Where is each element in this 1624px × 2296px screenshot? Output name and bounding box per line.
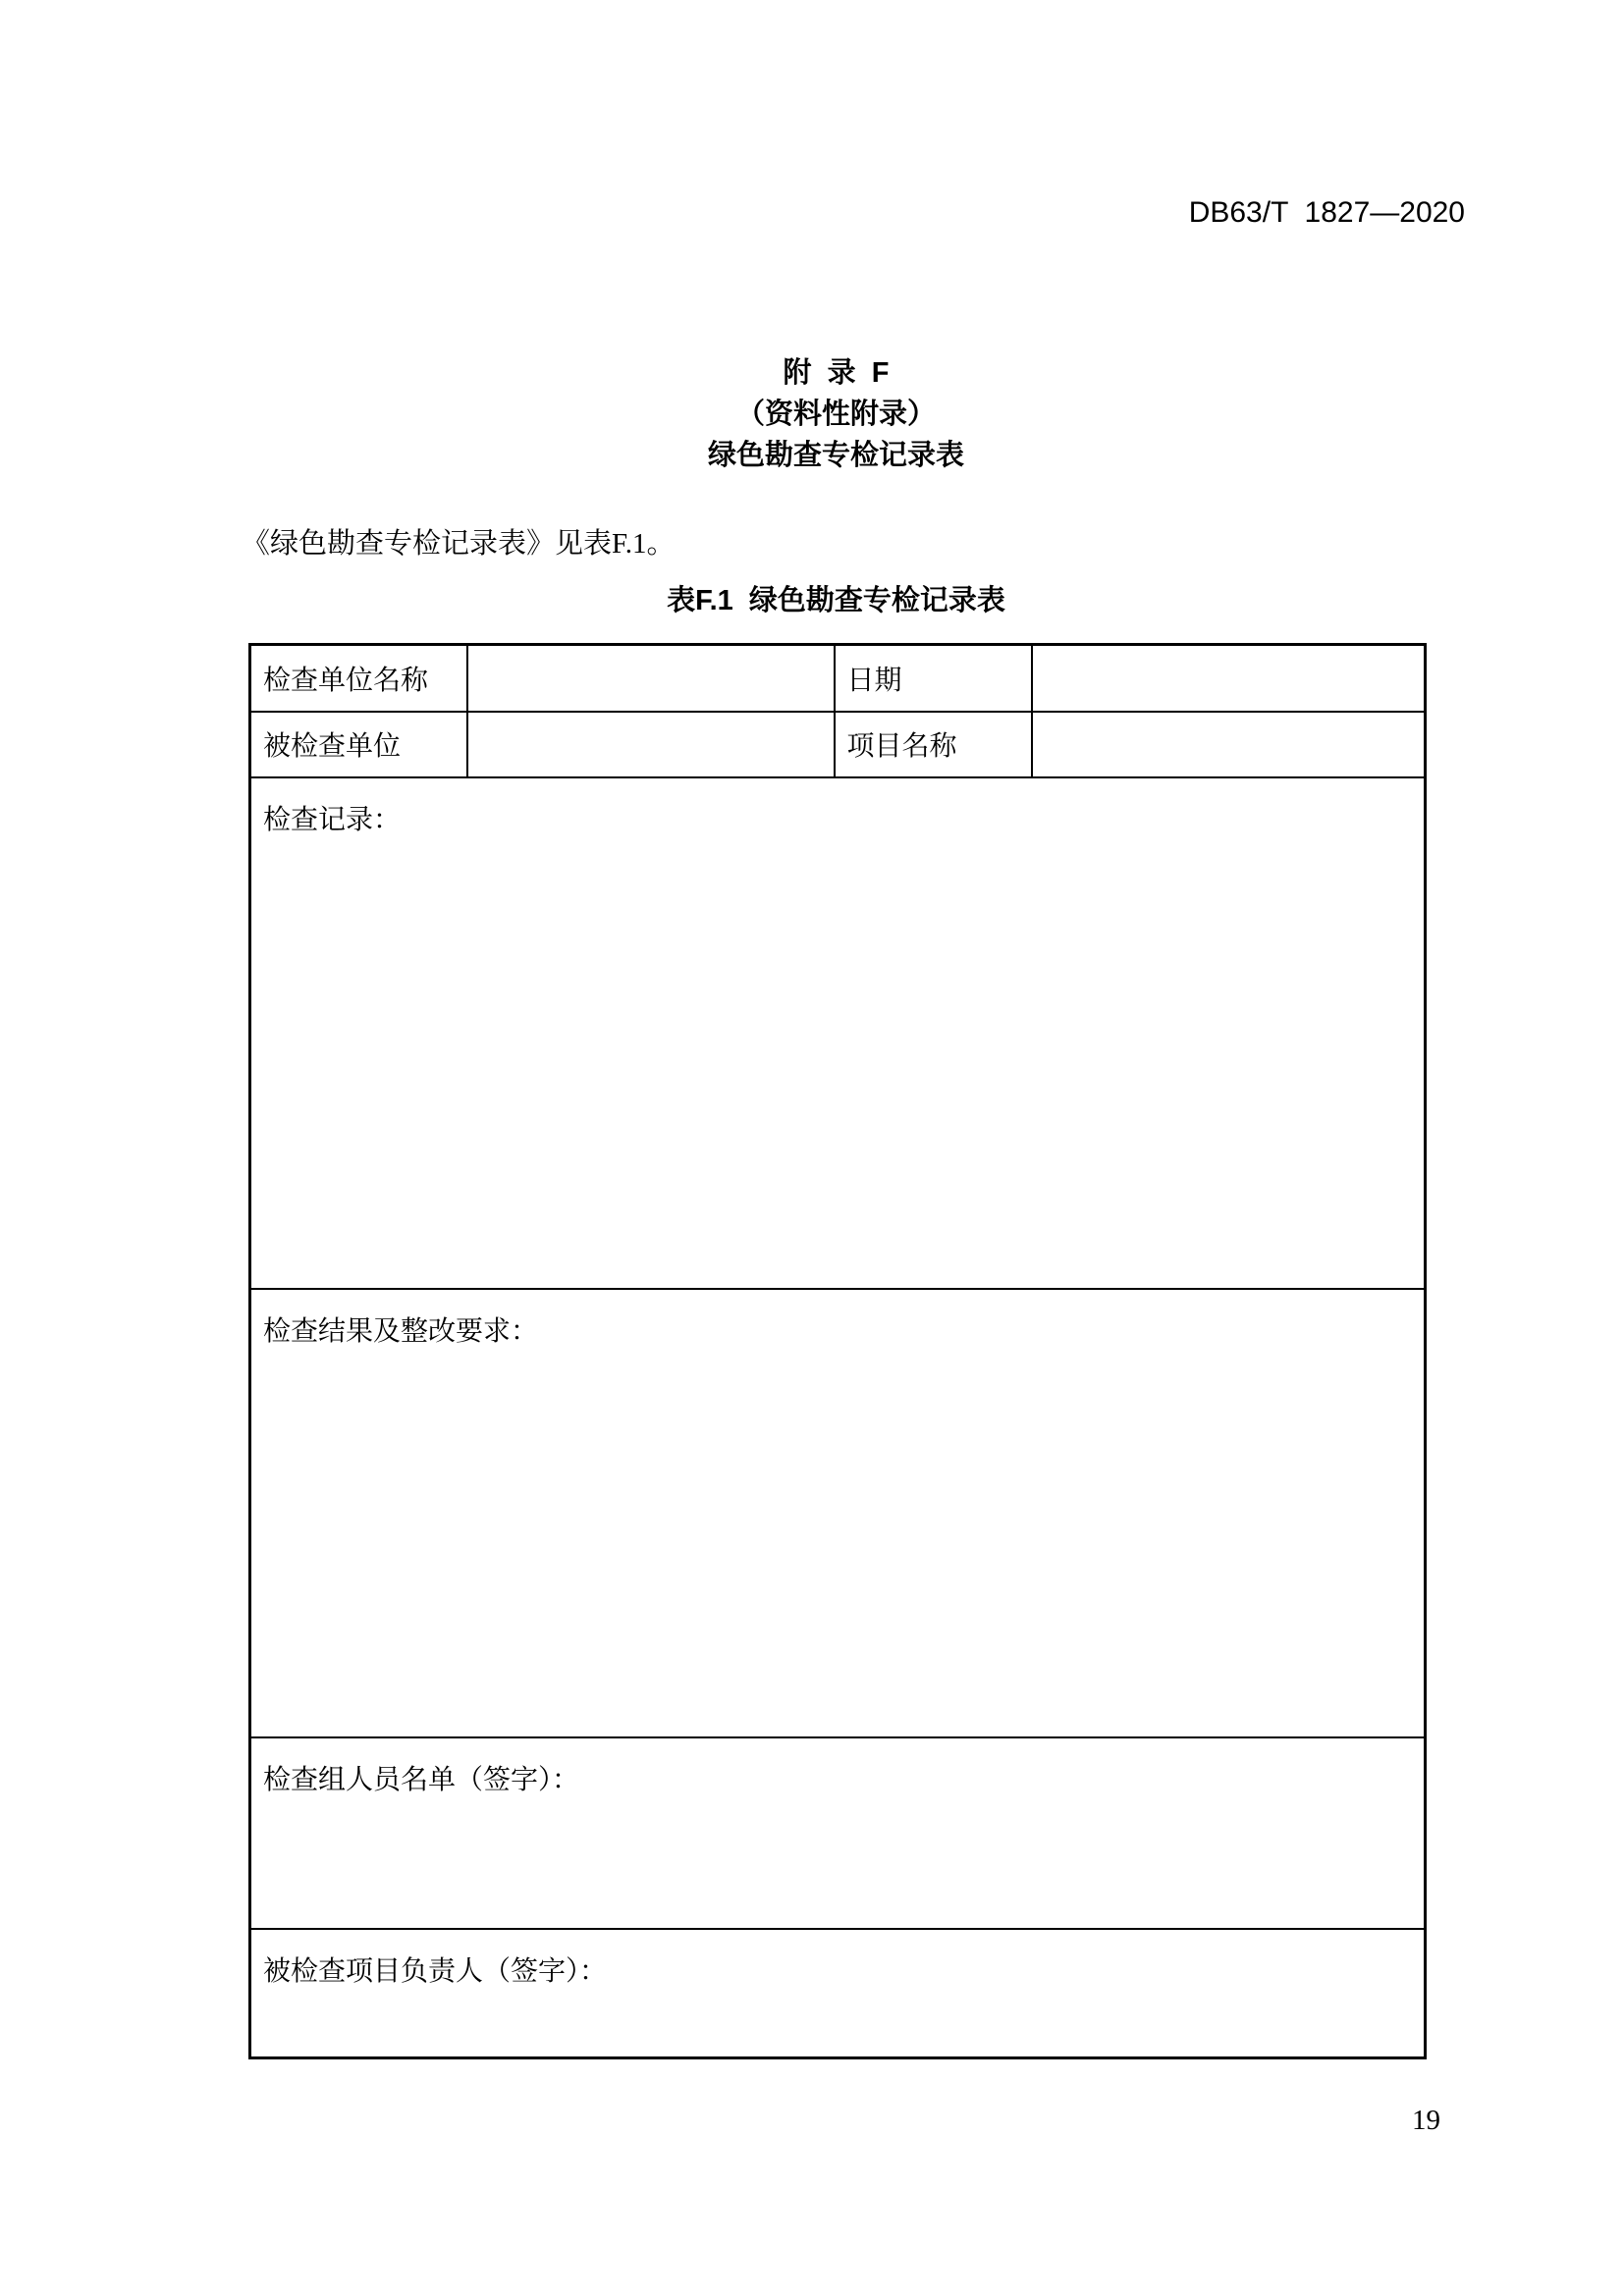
- table-caption: 表F.1 绿色勘查专检记录表: [667, 585, 1005, 616]
- intro-paragraph: 《绿色勘查专检记录表》见表F.1。: [242, 528, 676, 560]
- standard-code-header: DB63/T 1827—2020: [1188, 196, 1465, 229]
- page-number: 19: [1412, 2105, 1440, 2136]
- section-cell-inspection-team-signatures: 检查组人员名单（签字）：: [250, 1737, 1426, 1929]
- section-cell-inspection-record: 检查记录：: [250, 777, 1426, 1289]
- section-cell-inspection-result: 检查结果及整改要求：: [250, 1289, 1426, 1737]
- table-row: [250, 645, 1426, 712]
- inspection-record-table: [248, 643, 1427, 2059]
- appendix-subtitle: （资料性附录）: [735, 399, 936, 430]
- table-row: [250, 1929, 1426, 2058]
- value-cell-date: [1032, 645, 1426, 712]
- value-cell-inspecting-unit-name: [467, 645, 835, 712]
- section-cell-project-leader-signature: 被检查项目负责人（签字）：: [250, 1929, 1426, 2058]
- table-row: [250, 777, 1426, 1289]
- label-cell-date: 日期: [835, 645, 1032, 712]
- appendix-title: 附 录 F: [783, 357, 890, 389]
- appendix-form-title: 绿色勘查专检记录表: [707, 440, 964, 471]
- label-cell-inspecting-unit-name: 检查单位名称: [250, 645, 467, 712]
- label-cell-inspected-unit: 被检查单位: [250, 712, 467, 777]
- value-cell-inspected-unit: [467, 712, 835, 777]
- table-row: [250, 1289, 1426, 1737]
- label-cell-project-name: 项目名称: [835, 712, 1032, 777]
- appendix-heading-block: [248, 352, 1424, 476]
- table-row: [250, 1737, 1426, 1929]
- table-row: [250, 712, 1426, 777]
- value-cell-project-name: [1032, 712, 1426, 777]
